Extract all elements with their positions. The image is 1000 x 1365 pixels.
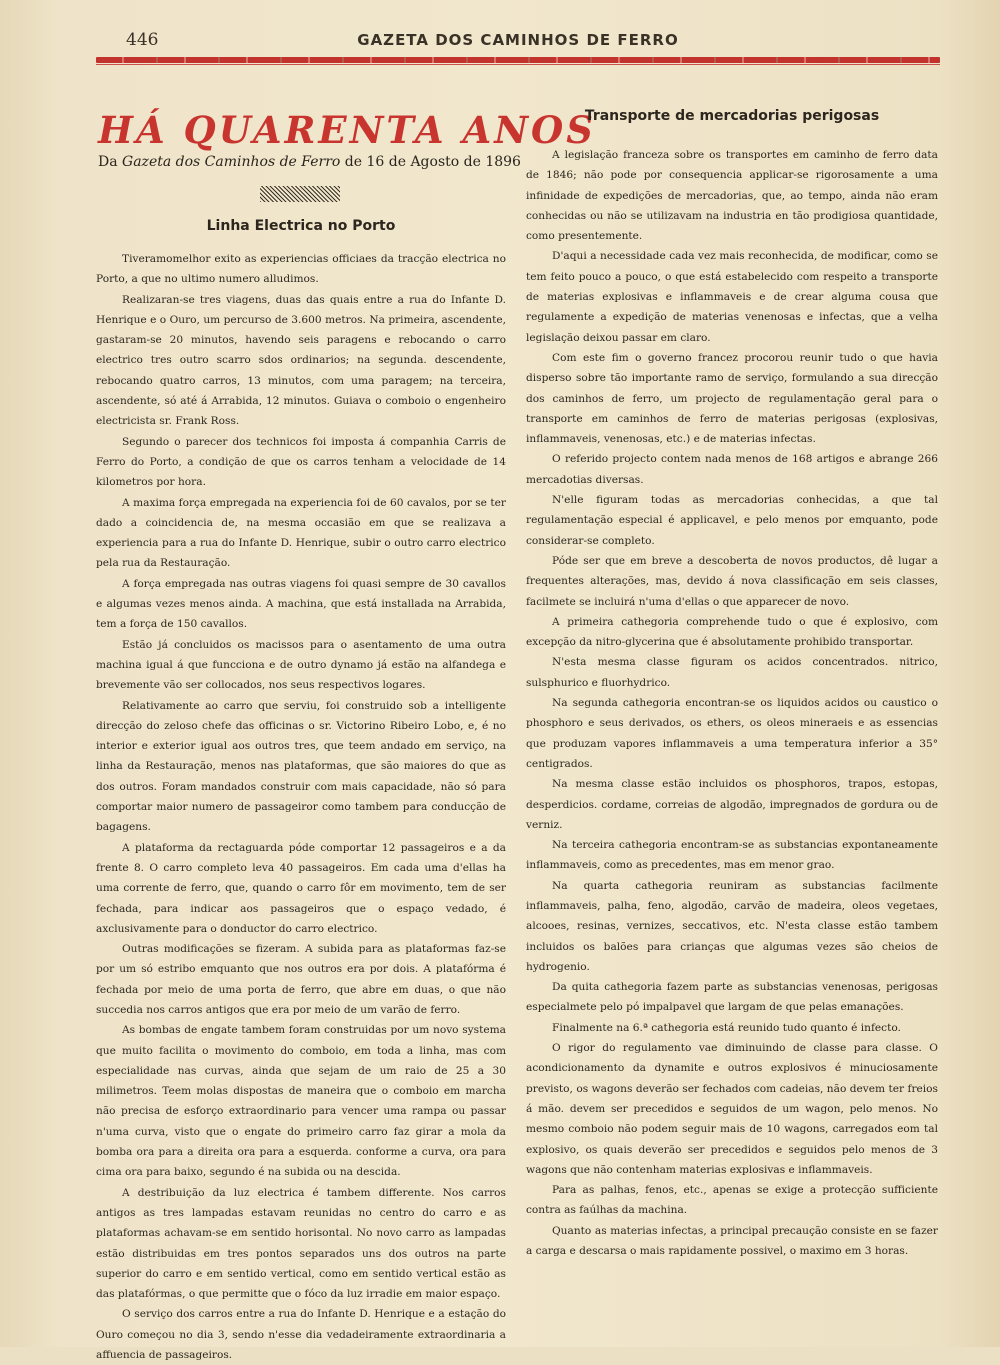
left-paragraph: Outras modificações se fizeram. A subida para as plataformas faz-se por um só estribo emquanto que nos outros era por dois. A platafórma é fechada por meio de uma porta de ferro, que abre em duas, o que não succedia nos carros antigos que era por meio de um varão de ferro. [96,943,506,1016]
left-paragraph: As bombas de engate tambem foram construidas por um novo systema que muito facilita o movimento do comboio, em toda a linha, mas com especialidade nas curvas, ainda que sejam de um raio de 25 a 30 milimetros. Teem molas dispostas de maneira que o comboio em marcha não precisa de esforço extraordinario para vencer uma rampa ou passar n'uma curva, visto que o engate do primeiro carro faz girar a mola da bomba ora para a direita ora para a esquerda. conforme a curva, ora para cima ora para baixo, segundo é na subida ou na descida. [96,1024,506,1179]
dateline-prefix: Da [98,154,123,170]
left-paragraph: Estão já concluidos os macissos para o asentamento de uma outra machina igual á que funcciona e de outro dynamo já estão na alfandega e brevemente vão ser collocados, nos seus respectivos logares. [96,638,506,692]
right-paragraph: Póde ser que em breve a descoberta de novos productos, dê lugar a frequentes alterações, mas, devido á nova classificação em seis classes, facilmete se incluirá n'uma d'ellas o que apparecer de novo. [526,554,938,608]
right-paragraph: A legislação franceza sobre os transportes em caminho de ferro data de 1846; não pode por consequencia applicar-se rigorosamente a uma infinidade de expedições de mercadorias, que, ao tempo, ainda não eram conhecidas ou não se utilizavam na industria en tão prodigiosa quantidade, como presentemente. [526,149,938,243]
right-article-body [526,145,938,1261]
left-paragraph: A plataforma da rectaguarda póde comportar 12 passageiros e a da frente 8. O carro completo leva 40 passageiros. Em cada uma d'ellas ha uma corrente de ferro, que, quando o carro fôr em movimento, tem de ser fechada, para indicar aos passageiros que o espaço vedado, é axclusivamente para o donductor do carro electrico. [96,841,506,935]
right-paragraph: Na quarta cathegoria reuniram as substancias facilmente inflammaveis, palha, feno, algodão, carvão de madeira, oleos vegetaes, alcooes, resinas, vernizes, seccativos, etc. N'esta classe estão tambem incluidos os balões para crianças que algumas vezes são cheios de hydrogenio. [526,879,938,973]
right-paragraph: Na terceira cathegoria encontram-se as substancias expontaneamente inflammaveis, como as precedentes, mas em menor grao. [526,839,938,872]
right-paragraph: N'elle figuram todas as mercadorias conhecidas, a que tal regulamentação especial é applicavel, e pelo menos por emquanto, pode considerar-se completo. [526,494,938,547]
left-paragraph: O serviço dos carros entre a rua do Infante D. Henrique e a estação do Ouro começou no dia 3, sendo n'esse dia vedadeiramente extraordinaria a affuencia de passageiros. [96,1308,506,1362]
page-number: 446 [126,30,159,50]
right-section-title: Transporte de mercadorias perigosas [584,108,880,124]
article-headline: HÁ QUARENTA ANOS [98,108,596,152]
dateline-suffix: de 16 de Agosto de 1896 [340,154,521,170]
right-paragraph: A primeira cathegoria comprehende tudo o que é explosivo, com excepção da nitro-glycerina que é absolutamente prohibido transportar. [526,615,938,649]
header-rule-thin [96,64,940,65]
left-paragraph: Relativamente ao carro que serviu, foi construido sob a intelligente direcção do zeloso chefe das officinas o sr. Victorino Ribeiro Lobo, e, é no interior e exterior igual aos outros tres, que teem andado em serviço, na linha da Restauração, menos nas plataformas, que são maiores do que as dos outros. Foram mandados construir com mais capacidade, não só para comportar maior numero de passageiror como tambem para conducção de bagagens. [96,699,506,834]
left-paragraph: A força empregada nas outras viagens foi quasi sempre de 30 cavallos e algumas vezes menos ainda. A machina, que está installada na Arrabida, tem a força de 150 cavallos. [96,577,506,631]
left-paragraph: A destribuição da luz electrica é tambem differente. Nos carros antigos as tres lampadas estavam reunidas no centro do carro e as plataformas achavam-se em sentido horisontal. No novo carro as lampadas estão distribuidas em tres pontos separados uns dos outros na parte superior do carro e em sentido vertical, como em sentido vertical estão as das platafórmas, o que permitte que o fóco da luz irradie em maior espaço. [96,1186,506,1301]
right-paragraph: Na mesma classe estão incluidos os phosphoros, trapos, estopas, desperdicios. cordame, correias de algodão, impregnados de gordura ou de verniz. [526,778,938,831]
left-paragraph: A maxima força empregada na experiencia foi de 60 cavalos, por se ter dado a coincidencia de, na mesma occasião em que se realizava a experiencia para a rua do Infante D. Henrique, subir o outro carro electrico pela rua da Restauração. [96,496,506,570]
left-paragraph: Segundo o parecer dos technicos foi imposta á companhia Carris de Ferro do Porto, a condição de que os carros tenham a velocidade de 14 kilometros por hora. [96,435,506,489]
right-paragraph: Quanto as materias infectas, a principal precaução consiste en se fazer a carga e descarsa o mais rapidamente possivel, o maximo em 3 horas. [526,1224,938,1258]
left-article-body [96,249,506,1365]
right-paragraph: Finalmente na 6.ª cathegoria está reunido tudo quanto é infecto. [552,1021,901,1034]
left-section-title: Linha Electrica no Porto [206,218,396,234]
page-header [96,30,940,52]
right-paragraph: N'esta mesma classe figuram os acidos concentrados. nitrico, sulsphurico e fluorhydrico. [526,656,938,689]
right-paragraph: Para as palhas, fenos, etc., apenas se exige a protecção sufficiente contra as faúlhas da machina. [526,1184,938,1217]
right-paragraph: O referido projecto contem nada menos de 168 artigos e abrange 266 mercadotias diversas. [526,453,938,486]
ornament-divider [260,186,340,202]
right-paragraph: Da quita cathegoria fazem parte as substancias venenosas, perigosas especialmete pelo pó impalpavel que largam de que pelas emanações. [526,981,938,1014]
right-paragraph: O rigor do regulamento vae diminuindo de classe para classe. O acondicionamento da dynamite e outros explosivos é minuciosamente previsto, os wagons deverão ser fechados com cadeias, não devem ter freios á mão. devem ser precedidos e seguidos de um wagon, pelo menos. No mesmo comboio não podem seguir mais de 10 wagons, carregados eom tal explosivo, os quais deverão ser precedidos e seguidos pelo menos de 3 wagons que não contenham materias explosivas e inflammaveis. [526,1042,938,1176]
right-paragraph: D'aqui a necessidade cada vez mais reconhecida, de modificar, como se tem feito pouco a pouco, o que está estabelecido com respeito a transporte de materias explosivas e inflammaveis e de crear alguma cousa que regulamente a expedição de materias venenosas e infectas, que a velha legislação deixou passar em claro. [526,250,938,344]
left-paragraph: Tiveramomelhor exito as experiencias officiaes da tracção electrica no Porto, a que no ultimo numero alludimos. [96,253,506,286]
gazette-title: GAZETA DOS CAMINHOS DE FERRO [357,31,679,49]
right-paragraph: Com este fim o governo francez procorou reunir tudo o que havia disperso sobre tão importante ramo de serviço, formulando a sua direcção dos caminhos de ferro, um projecto de regulamentação geral para o transporte em caminhos de ferro de materias perigosas (explosivas, inflammaveis, venenosas, etc.) e de materias infectas. [526,351,938,446]
article-dateline [98,154,521,170]
left-paragraph: Realizaran-se tres viagens, duas das quais entre a rua do Infante D. Henrique e o Ouro, um percurso de 3.600 metros. Na primeira, ascendente, gastaram-se 20 minutos, havendo seis paragens e rebocando o carro electrico tres outro scarro sdos ordinarios; na segunda. descendente, rebocando quatro carros, 13 minutos, com uma paragem; na terceira, ascendente, só até á Arrabida, 12 minutos. Guiava o comboio o engenheiro electricista sr. Frank Ross. [96,293,506,428]
header-rule [96,57,940,63]
dateline-publication: Gazeta dos Caminhos de Ferro [122,154,341,170]
right-paragraph: Na segunda cathegoria encontran-se os liquidos acidos ou caustico o phosphoro e seus derivados, os ethers, os oleos mineraeis e as essencias que produzam vapores inflammaveis a uma temperatura inferior a 35° centigrados. [526,697,938,770]
